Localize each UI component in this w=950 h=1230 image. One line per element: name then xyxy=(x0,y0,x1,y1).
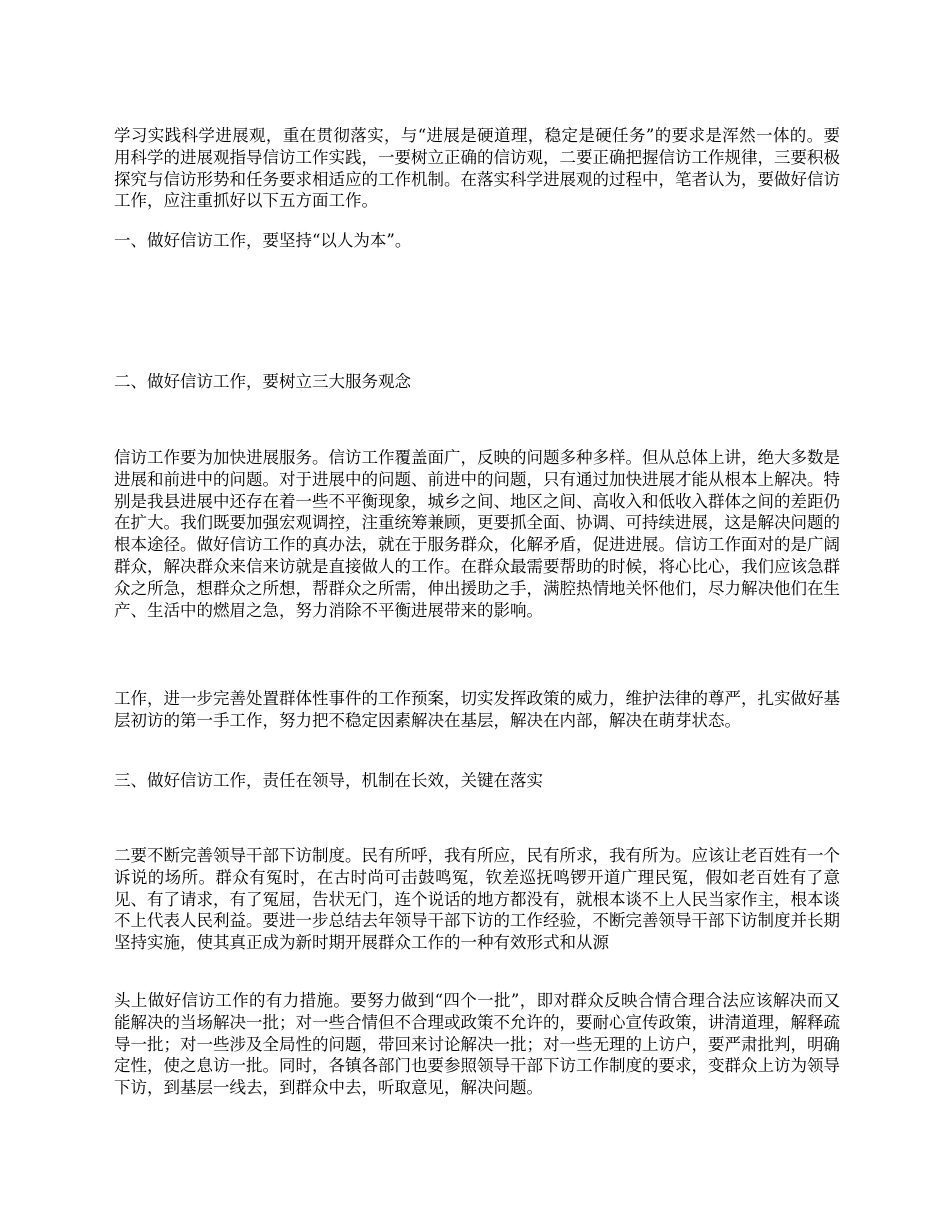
intro-paragraph: 学习实践科学进展观，重在贯彻落实，与“进展是硬道理，稳定是硬任务”的要求是浑然一体的。要用科学的进展观指导信访工作实践，一要树立正确的信访观，二要正确把握信访工作规律，三要积极探究与信访形势和任务要求相适应的工作机制。在落实科学进展观的过程中，笔者认为，要做好信访工作，应注重抓好以下五方面工作。 xyxy=(114,126,840,211)
section-heading-3: 三、做好信访工作，责任在领导，机制在长效，关键在落实 xyxy=(114,771,543,790)
section-heading-2: 二、做好信访工作，要树立三大服务观念 xyxy=(114,372,411,391)
body-paragraph-four-batches: 头上做好信访工作的有力措施。要努力做到“四个一批”，即对群众反映合情合理合法应该解决而又能解决的当场解决一批；对一些合情但不合理或政策不允许的，要耐心宣传政策，讲清道理，解释疏导一批；对一些涉及全局性的问题，带回来讨论解决一批；对一些无理的上访户，要严肃批判，明确定性，使之息访一批。同时，各镇各部门也要参照领导干部下访工作制度的要求，变群众上访为领导下访，到基层一线去，到群众中去，听取意见，解决问题。 xyxy=(114,991,840,1098)
body-paragraph-visit-system: 二要不断完善领导干部下访制度。民有所呼，我有所应，民有所求，我有所为。应该让老百姓有一个诉说的场所。群众有冤时，在古时尚可击鼓鸣冤，钦差巡抚鸣锣开道广理民冤，假如老百姓有了意见、有了请求，有了冤屈，告状无门，连个说话的地方都没有，就根本谈不上人民当家作主，根本谈不上代表人民利益。要进一步总结去年领导干部下访的工作经验，不断完善领导干部下访制度并长期坚持实施，使其真正成为新时期开展群众工作的一种有效形式和从源 xyxy=(114,846,840,953)
body-paragraph-stability: 工作，进一步完善处置群体性事件的工作预案，切实发挥政策的威力，维护法律的尊严，扎实做好基层初访的第一手工作，努力把不稳定因素解决在基层，解决在内部，解决在萌芽状态。 xyxy=(114,689,840,730)
body-paragraph-service: 信访工作要为加快进展服务。信访工作覆盖面广，反映的问题多种多样。但从总体上讲，绝大多数是进展和前进中的问题。对于进展中的问题、前进中的问题，只有通过加快进展才能从根本上解决。特别是我县进展中还存在着一些不平衡现象，城乡之间、地区之间、高收入和低收入群体之间的差距仍在扩大。我们既要加强宏观调控，注重统筹兼顾，更要抓全面、协调、可持续进展，这是解决问题的根本途径。做好信访工作的真办法，就在于服务群众，化解矛盾，促进进展。信访工作面对的是广阔群众，解决群众来信来访就是直接做人的工作。在群众最需要帮助的时候，将心比心，我们应该急群众之所急，想群众之所想，帮群众之所需，伸出援助之手，满腔热情地关怀他们，尽力解决他们在生产、生活中的燃眉之急，努力消除不平衡进展带来的影响。 xyxy=(114,448,840,620)
section-heading-1: 一、做好信访工作，要坚持“以人为本”。 xyxy=(114,231,412,250)
